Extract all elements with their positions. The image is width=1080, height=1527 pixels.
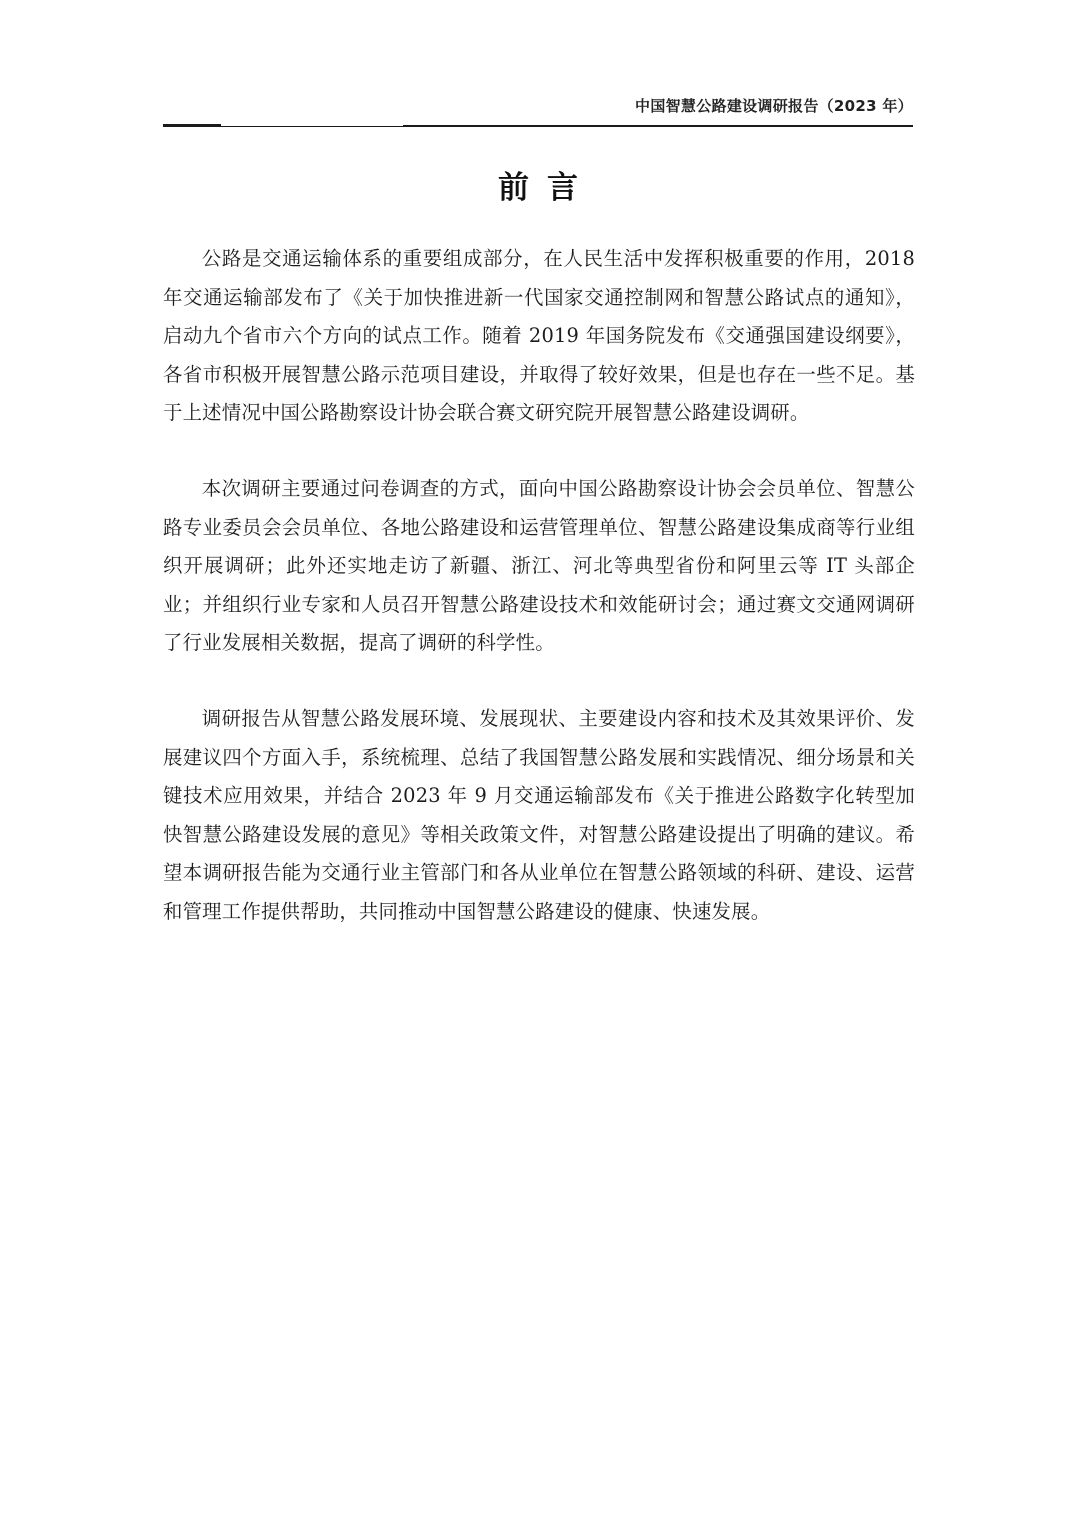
paragraph: 调研报告从智慧公路发展环境、发展现状、主要建设内容和技术及其效果评价、发展建议四个方面入手，系统梳理、总结了我国智慧公路发展和实践情况、细分场景和关键技术应用效果，并结合 2023 年 9 月交通运输部发布《关于推进公路数字化转型加快智慧公路建设发展的意见》等相关政策文件，对智慧公路建设提出了明确的建议。希望本调研报告能为交通行业主管部门和各从业单位在智慧公路领域的科研、建设、运营和管理工作提供帮助，共同推动中国智慧公路建设的健康、快速发展。: [163, 706, 915, 923]
header-rule-accent-right: [403, 125, 913, 127]
running-header: 中国智慧公路建设调研报告（2023 年）: [635, 97, 913, 115]
header-rule-accent-left: [163, 124, 221, 127]
body-text: [163, 240, 915, 969]
paragraph: 公路是交通运输体系的重要组成部分，在人民生活中发挥积极重要的作用，2018 年交通运输部发布了《关于加快推进新一代国家交通控制网和智慧公路试点的通知》，启动九个省市六个方向的试点工作。随着 2019 年国务院发布《交通强国建设纲要》，各省市积极开展智慧公路示范项目建设，并取得了较好效果，但是也存在一些不足。基于上述情况中国公路勘察设计协会联合赛文研究院开展智慧公路建设调研。: [163, 247, 915, 425]
paragraph: 本次调研主要通过问卷调查的方式，面向中国公路勘察设计协会会员单位、智慧公路专业委员会会员单位、各地公路建设和运营管理单位、智慧公路建设集成商等行业组织开展调研；此外还实地走访了新疆、浙江、河北等典型省份和阿里云等 IT 头部企业；并组织行业专家和人员召开智慧公路建设技术和效能研讨会；通过赛文交通网调研了行业发展相关数据，提高了调研的科学性。: [163, 476, 915, 655]
page-title: 前言: [498, 170, 596, 206]
